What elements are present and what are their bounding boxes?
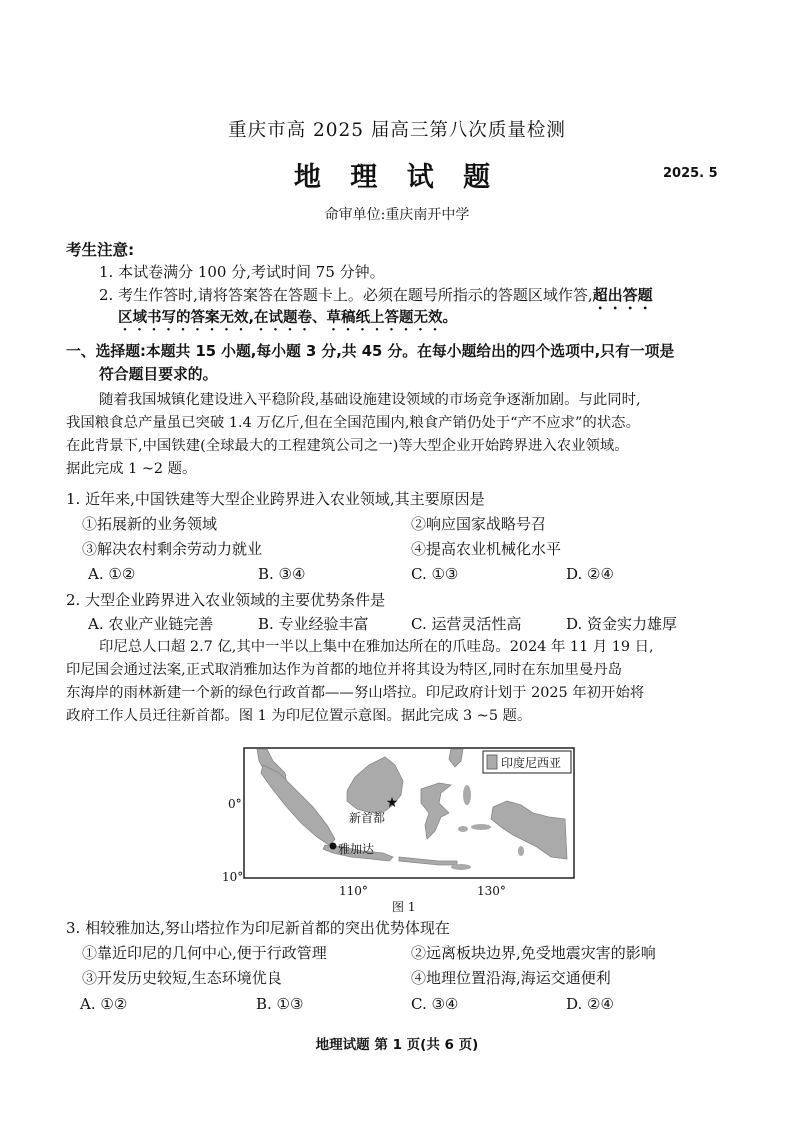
question-2-option-d: D. 资金实力雄厚	[566, 615, 678, 633]
latitude-0-label: 0°	[228, 797, 242, 811]
question-1-option-c: C. ①③	[411, 565, 459, 583]
passage-1-line-2: 我国粮食总产量虽已突破 1.4 万亿斤,但在全国范围内,粮食产销仍处于“产不应求”的状态。	[66, 415, 640, 431]
question-1-statement-1: ①拓展新的业务领域	[82, 515, 218, 533]
question-3-option-c: C. ③④	[411, 995, 459, 1013]
buru-shape	[458, 826, 468, 832]
question-2-option-a: A. 农业产业链完善	[88, 615, 214, 633]
page-footer: 地理试题 第 1 页(共 6 页)	[315, 1037, 479, 1053]
indonesia-map	[243, 747, 575, 879]
question-3-statement-4: ④地理位置沿海,海运交通便利	[411, 969, 611, 987]
passage-2-line-1: 印尼总人口超 2.7 亿,其中一半以上集中在雅加达所在的爪哇岛。2024 年 11 月 19 日,	[99, 639, 654, 655]
passage-1-line-4: 据此完成 1 ~2 题。	[66, 461, 197, 477]
latitude-10-label: 10°	[222, 870, 244, 884]
figure-caption: 图 1	[392, 900, 416, 914]
setter-unit: 命审单位:重庆南开中学	[324, 207, 470, 223]
notice-item-1: 1. 本试卷满分 100 分,考试时间 75 分钟。	[99, 263, 385, 281]
question-3-statement-2: ②远离板块边界,免受地震灾害的影响	[411, 944, 656, 962]
question-2-option-b: B. 专业经验丰富	[258, 615, 369, 633]
legend-label: 印度尼西亚	[501, 756, 562, 770]
question-1-statement-2: ②响应国家战略号召	[411, 515, 547, 533]
passage-1-line-1: 随着我国城镇化建设进入平稳阶段,基础设施建设领域的市场竞争逐渐加剧。与此同时,	[99, 392, 641, 408]
question-1-option-d: D. ②④	[566, 565, 614, 583]
exam-date: 2025. 5	[663, 166, 718, 181]
new-capital-star-icon: ★	[385, 795, 399, 811]
question-2-stem: 2. 大型企业跨界进入农业领域的主要优势条件是	[66, 591, 386, 609]
passage-2-line-2: 印尼国会通过法案,正式取消雅加达作为首都的地位并将其设为特区,同时在东加里曼丹岛	[66, 662, 622, 678]
jakarta-marker	[330, 843, 337, 850]
question-3-option-a: A. ①②	[80, 995, 128, 1013]
question-1-stem: 1. 近年来,中国铁建等大型企业跨界进入农业领域,其主要原因是	[66, 490, 485, 508]
question-1-statement-3: ③解决农村剩余劳动力就业	[82, 540, 263, 558]
notice-item-2-text: 2. 考生作答时,请将答案答在答题卡上。必须在题号所指示的答题区域作答,	[99, 286, 593, 304]
question-1-option-a: A. ①②	[88, 565, 136, 583]
jakarta-label: 雅加达	[338, 842, 375, 856]
legend-swatch	[487, 755, 497, 769]
question-3-stem: 3. 相较雅加达,努山塔拉作为印尼新首都的突出优势体现在	[66, 919, 450, 937]
subject-title: 地 理 试 题	[293, 162, 501, 193]
question-2-option-c: C. 运营灵活性高	[411, 615, 522, 633]
section-heading-cont: 符合题目要求的。	[99, 366, 218, 383]
notice-item-2-cont: 区域书写的答案无效,在试题卷、草稿纸上答题无效。	[118, 310, 458, 326]
aru-islands-shape	[518, 846, 524, 856]
halmahera-shape	[463, 785, 471, 805]
question-1-option-b: B. ③④	[258, 565, 306, 583]
question-3-option-b: B. ①③	[256, 995, 304, 1013]
notice-item-2-emphasis: 超出答题	[592, 286, 653, 304]
question-1-statement-4: ④提高农业机械化水平	[411, 540, 562, 558]
longitude-130-label: 130°	[477, 884, 506, 898]
new-capital-label: 新首都	[349, 811, 386, 825]
longitude-110-label: 110°	[339, 884, 368, 898]
seram-shape	[471, 824, 491, 830]
section-heading: 一、选择题:本题共 15 小题,每小题 3 分,共 45 分。在每小题给出的四个选项中,只有一项是	[66, 343, 675, 360]
passage-1-line-3: 在此背景下,中国铁建(全球最大的工程建筑公司之一)等大型企业开始跨界进入农业领域。	[66, 438, 629, 454]
question-3-statement-3: ③开发历史较短,生态环境优良	[82, 969, 282, 987]
passage-2-line-4: 政府工作人员迁往新首都。图 1 为印尼位置示意图。据此完成 3 ~5 题。	[66, 708, 532, 724]
question-3-option-d: D. ②④	[566, 995, 614, 1013]
passage-2-line-3: 东海岸的雨林新建一个新的绿色行政首都——努山塔拉。印尼政府计划于 2025 年初开始将	[66, 685, 645, 701]
timor-shape	[451, 864, 471, 870]
exam-title: 重庆市高 2025 届高三第八次质量检测	[228, 120, 566, 141]
notice-heading: 考生注意:	[66, 241, 135, 259]
question-3-statement-1: ①靠近印尼的几何中心,便于行政管理	[82, 944, 327, 962]
